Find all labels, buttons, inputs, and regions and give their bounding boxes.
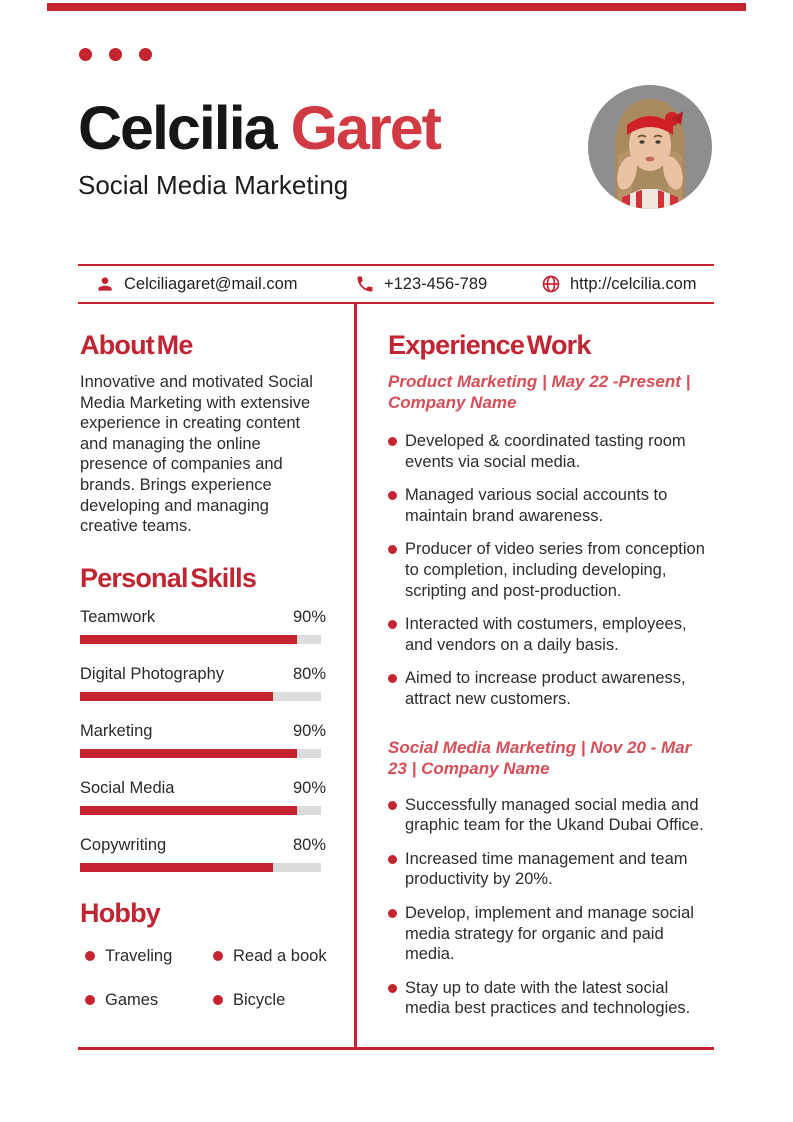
experience-bullet (388, 849, 712, 890)
hobby-heading: Hobby (80, 897, 160, 928)
header-name-block (78, 92, 440, 200)
skill-bar-track (80, 635, 321, 644)
hobby-list (80, 946, 330, 1010)
experience-bullet (388, 431, 712, 472)
skill-bar-track (80, 749, 321, 758)
experience-bullet (388, 539, 712, 601)
experience-bullet (388, 978, 712, 1019)
bullet-text: Increased time management and team productivity by 20%. (405, 849, 688, 889)
person-name (78, 92, 440, 164)
job-subtitle: Social Media Marketing | Nov 20 - Mar 23 | Company Name (388, 737, 692, 778)
experience-bullet (388, 614, 712, 655)
bullet-icon (213, 951, 223, 961)
hobby-label: Read a book (233, 946, 327, 965)
experience-bullet (388, 903, 712, 965)
column-divider (354, 304, 357, 1048)
bullet-icon (85, 951, 95, 961)
bullet-text: Managed various social accounts to maintain brand awareness. (405, 486, 668, 525)
skill-percent: 80% (292, 835, 326, 854)
bullet-text: Develop, implement and manage social media strategy for organic and paid media. (405, 903, 694, 964)
skill-bar-fill (80, 806, 297, 815)
about-me-text: Innovative and motivated Social Media Marketing with extensive experience in creating content and managing the online presence of companies and brands. Brings experience developing and managing creative teams. (80, 373, 313, 536)
bullet-text: Producer of video series from conception to completion, including developing, scripting and post-production. (405, 540, 705, 600)
skill-bar-track (80, 863, 321, 872)
last-name: Garet (290, 94, 440, 162)
experience-bullet (388, 668, 712, 709)
bullet-text: Aimed to increase product awareness, attract new customers. (405, 669, 686, 708)
profile-photo (588, 85, 712, 209)
skill-bar-fill (80, 749, 297, 758)
bullet-text: Stay up to date with the latest social media best practices and technologies. (405, 978, 691, 1018)
job-subtitle: Product Marketing | May 22 -Present | Company Name (388, 372, 691, 412)
phone-icon (355, 274, 375, 294)
skills-list (80, 608, 330, 872)
skill-label: Social Media (80, 778, 175, 797)
skill-percent: 90% (292, 607, 326, 626)
personal-skills-heading: Personal Skills (80, 562, 257, 593)
dot-icon (139, 48, 152, 61)
hobby-label: Bicycle (233, 990, 286, 1009)
top-accent-bar (47, 3, 746, 11)
skill-label: Teamwork (80, 607, 156, 626)
contact-website (541, 266, 697, 302)
hobby-item (80, 946, 208, 966)
experience-bullet-list (388, 795, 712, 1019)
skill-item (80, 836, 326, 872)
contact-email (95, 266, 298, 302)
hobby-label: Games (105, 990, 159, 1009)
hobby-item (208, 946, 330, 966)
website-text[interactable]: http://celcilia.com (570, 274, 697, 293)
hobby-item (80, 990, 208, 1010)
skill-label: Copywriting (80, 835, 167, 854)
left-column (80, 304, 330, 1010)
person-icon (95, 274, 115, 294)
bullet-icon (388, 984, 397, 993)
skill-item (80, 608, 326, 644)
experience-bullet (388, 795, 712, 836)
skill-item (80, 665, 326, 701)
bullet-icon (388, 674, 397, 683)
skill-item (80, 779, 326, 815)
bottom-rule (78, 1047, 714, 1050)
skill-bar-track (80, 692, 321, 701)
dot-icon (79, 48, 92, 61)
phone-text[interactable]: +123-456-789 (384, 274, 488, 293)
bullet-text: Developed & coordinated tasting room events via social media. (405, 432, 686, 471)
contact-phone (355, 266, 487, 302)
right-column (388, 304, 712, 1032)
skill-percent: 80% (292, 664, 326, 683)
experience-bullet-list (388, 431, 712, 710)
dot-icon (109, 48, 122, 61)
skill-bar-fill (80, 692, 273, 701)
skill-bar-fill (80, 863, 273, 872)
bullet-icon (388, 855, 397, 864)
experience-heading: Experience Work (388, 330, 591, 360)
bullet-icon (388, 909, 397, 918)
bullet-icon (213, 995, 223, 1005)
bullet-icon (388, 801, 397, 810)
bullet-icon (388, 620, 397, 629)
bullet-icon (388, 545, 397, 554)
bullet-text: Interacted with costumers, employees, and vendors on a daily basis. (405, 615, 687, 654)
skill-percent: 90% (292, 778, 326, 797)
globe-icon (541, 274, 561, 294)
decorative-dots (79, 48, 152, 61)
contact-bar (78, 264, 714, 304)
skill-label: Marketing (80, 721, 153, 740)
hobby-item (208, 990, 330, 1010)
bullet-text: Successfully managed social media and graphic team for the Ukand Dubai Office. (405, 795, 704, 835)
hobby-label: Traveling (105, 946, 173, 965)
first-name: Celcilia (78, 94, 276, 162)
skill-item (80, 722, 326, 758)
email-text[interactable]: Celciliagaret@mail.com (124, 274, 298, 293)
skill-bar-track (80, 806, 321, 815)
bullet-icon (85, 995, 95, 1005)
skill-label: Digital Photography (80, 664, 225, 683)
avatar-illustration (588, 85, 712, 209)
bullet-icon (388, 491, 397, 500)
skill-bar-fill (80, 635, 297, 644)
skill-percent: 90% (292, 721, 326, 740)
person-job-title: Social Media Marketing (78, 170, 349, 200)
bullet-icon (388, 437, 397, 446)
experience-bullet (388, 485, 712, 526)
about-me-heading: About Me (80, 330, 193, 360)
